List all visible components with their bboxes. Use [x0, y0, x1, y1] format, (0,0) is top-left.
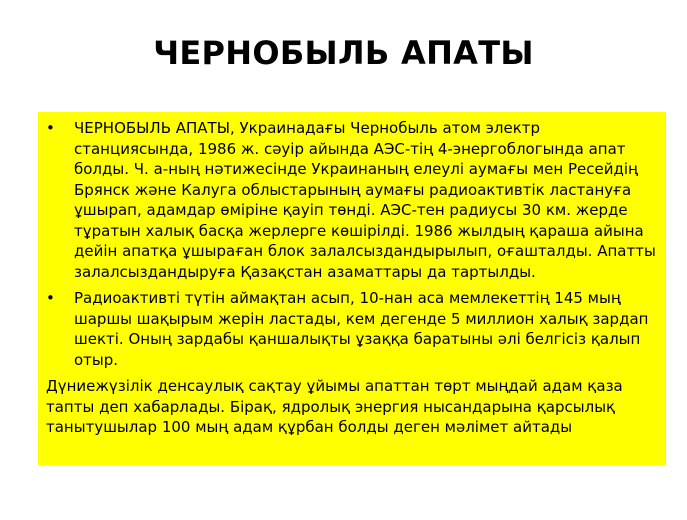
bullet-item — [46, 118, 658, 282]
bullet-item — [46, 288, 658, 370]
closing-paragraph: Дүниежүзілік денсаулық сақтау ұйымы апаттан төрт мыңдай адам қаза тапты деп хабарлады. Бірақ, ядролық энергия нысандарына қарсылық танытушылар 100 мың адам құрбан болды деген мәлімет айтады — [46, 377, 623, 436]
bullet-icon: • — [46, 119, 55, 137]
bullet-text: Радиоактивті түтін аймақтан асып, 10-нан аса мемлекеттің 145 мың шаршы шақырым жерін ластады, кем дегенде 5 миллион халық зардап шекті. Оның зардабы қаншалықты ұзаққа баратыны әлі белгісіз қалып отыр. — [74, 289, 649, 369]
bullet-list — [46, 118, 658, 370]
slide-title: ЧЕРНОБЫЛЬ АПАТЫ — [153, 34, 534, 72]
bullet-icon: • — [46, 289, 55, 307]
bullet-text: ЧЕРНОБЫЛЬ АПАТЫ, Украинадағы Чернобыль атом электр станциясында, 1986 ж. сәуір айында АЭС-тің 4-энергоблогында апат болды. Ч. а-ның нәтижесінде Украинаның елеулі аумағы мен Ресейдің Брянск және Калуга облыстарының аумағы радиоактивтік ластануға ұшырап, адамдар өміріне қауіп төнді. АЭС-тен радиусы 30 км. жерде тұратын халық басқа жерлерге көшірілді. 1986 жылдың қараша айына дейін апатқа ұшыраған блок залалсыздандырылып, оғашталды. Апатты залалсыздандыруға Қазақстан азаматтары да тартылды. — [74, 119, 656, 281]
content-box — [38, 112, 666, 465]
